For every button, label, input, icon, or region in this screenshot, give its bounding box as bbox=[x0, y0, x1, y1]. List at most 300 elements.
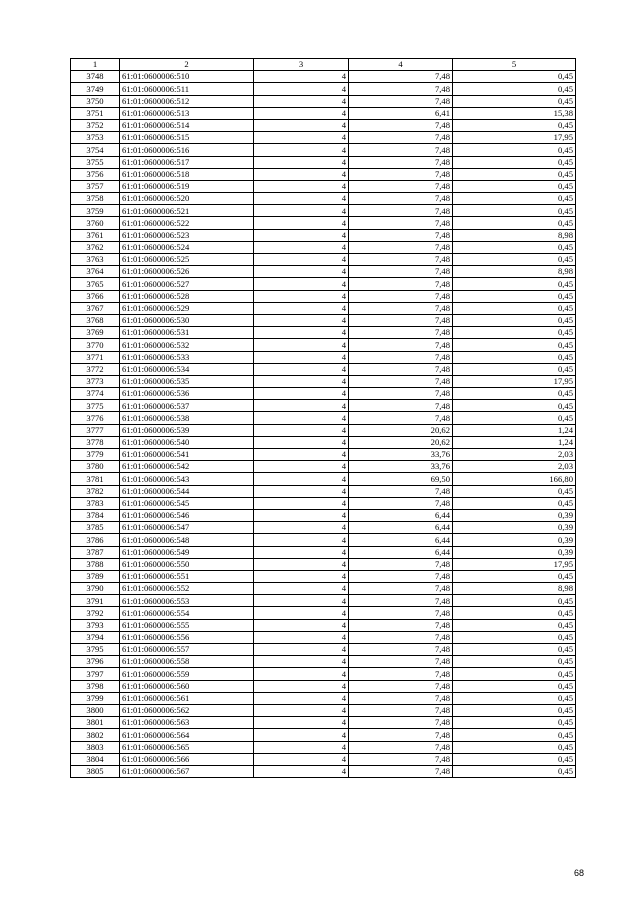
cell-col-2: 61:01:0600006:533 bbox=[120, 351, 254, 363]
cell-col-3: 4 bbox=[254, 717, 349, 729]
cell-col-1: 3773 bbox=[71, 375, 120, 387]
table-row bbox=[71, 119, 576, 131]
cell-col-4: 6,41 bbox=[349, 107, 453, 119]
cell-col-5: 0,45 bbox=[453, 314, 576, 326]
cell-col-3: 4 bbox=[254, 473, 349, 485]
cell-col-4: 7,48 bbox=[349, 656, 453, 668]
cell-col-1: 3761 bbox=[71, 229, 120, 241]
cell-col-3: 4 bbox=[254, 180, 349, 192]
cell-col-5: 0,45 bbox=[453, 765, 576, 777]
cell-col-2: 61:01:0600006:540 bbox=[120, 436, 254, 448]
cell-col-3: 4 bbox=[254, 656, 349, 668]
cell-col-5: 0,45 bbox=[453, 241, 576, 253]
table-row bbox=[71, 95, 576, 107]
cell-col-3: 4 bbox=[254, 558, 349, 570]
table-row bbox=[71, 729, 576, 741]
cell-col-4: 7,48 bbox=[349, 558, 453, 570]
cell-col-5: 0,45 bbox=[453, 497, 576, 509]
table-row bbox=[71, 339, 576, 351]
cell-col-1: 3784 bbox=[71, 509, 120, 521]
table-row bbox=[71, 497, 576, 509]
cell-col-5: 166,80 bbox=[453, 473, 576, 485]
table-row bbox=[71, 327, 576, 339]
table-row bbox=[71, 522, 576, 534]
table-header bbox=[71, 59, 576, 71]
cell-col-1: 3750 bbox=[71, 95, 120, 107]
cell-col-3: 4 bbox=[254, 168, 349, 180]
table-row bbox=[71, 680, 576, 692]
cell-col-4: 7,48 bbox=[349, 388, 453, 400]
page-number: 68 bbox=[573, 868, 584, 878]
cell-col-3: 4 bbox=[254, 254, 349, 266]
cell-col-4: 7,48 bbox=[349, 193, 453, 205]
cell-col-5: 0,45 bbox=[453, 168, 576, 180]
cell-col-2: 61:01:0600006:520 bbox=[120, 193, 254, 205]
cell-col-3: 4 bbox=[254, 680, 349, 692]
cell-col-5: 8,98 bbox=[453, 229, 576, 241]
cell-col-2: 61:01:0600006:562 bbox=[120, 704, 254, 716]
cell-col-4: 7,48 bbox=[349, 680, 453, 692]
column-header-3: 3 bbox=[254, 59, 349, 71]
cell-col-1: 3802 bbox=[71, 729, 120, 741]
cell-col-3: 4 bbox=[254, 241, 349, 253]
cell-col-2: 61:01:0600006:567 bbox=[120, 765, 254, 777]
table-row bbox=[71, 656, 576, 668]
cell-col-2: 61:01:0600006:555 bbox=[120, 619, 254, 631]
cell-col-1: 3798 bbox=[71, 680, 120, 692]
cell-col-1: 3767 bbox=[71, 302, 120, 314]
cell-col-2: 61:01:0600006:510 bbox=[120, 71, 254, 83]
table-row bbox=[71, 644, 576, 656]
table-row bbox=[71, 205, 576, 217]
cell-col-1: 3760 bbox=[71, 217, 120, 229]
cell-col-2: 61:01:0600006:516 bbox=[120, 144, 254, 156]
cell-col-5: 0,45 bbox=[453, 741, 576, 753]
cell-col-5: 0,45 bbox=[453, 193, 576, 205]
cell-col-2: 61:01:0600006:518 bbox=[120, 168, 254, 180]
cell-col-2: 61:01:0600006:515 bbox=[120, 132, 254, 144]
table-row bbox=[71, 717, 576, 729]
cell-col-1: 3769 bbox=[71, 327, 120, 339]
cell-col-3: 4 bbox=[254, 704, 349, 716]
table-row bbox=[71, 168, 576, 180]
cell-col-2: 61:01:0600006:539 bbox=[120, 424, 254, 436]
table-row bbox=[71, 631, 576, 643]
cell-col-2: 61:01:0600006:566 bbox=[120, 753, 254, 765]
cell-col-4: 7,48 bbox=[349, 314, 453, 326]
cell-col-5: 17,95 bbox=[453, 558, 576, 570]
cell-col-4: 7,48 bbox=[349, 668, 453, 680]
cell-col-2: 61:01:0600006:531 bbox=[120, 327, 254, 339]
cell-col-1: 3781 bbox=[71, 473, 120, 485]
table-row bbox=[71, 400, 576, 412]
cell-col-4: 7,48 bbox=[349, 180, 453, 192]
cell-col-1: 3778 bbox=[71, 436, 120, 448]
cell-col-3: 4 bbox=[254, 363, 349, 375]
table-row bbox=[71, 363, 576, 375]
cell-col-5: 0,45 bbox=[453, 607, 576, 619]
cell-col-4: 7,48 bbox=[349, 412, 453, 424]
cell-col-2: 61:01:0600006:552 bbox=[120, 583, 254, 595]
cell-col-3: 4 bbox=[254, 156, 349, 168]
cell-col-1: 3793 bbox=[71, 619, 120, 631]
cell-col-2: 61:01:0600006:538 bbox=[120, 412, 254, 424]
cell-col-4: 7,48 bbox=[349, 83, 453, 95]
cell-col-2: 61:01:0600006:513 bbox=[120, 107, 254, 119]
cell-col-5: 0,45 bbox=[453, 180, 576, 192]
cell-col-5: 0,45 bbox=[453, 595, 576, 607]
cell-col-5: 2,03 bbox=[453, 449, 576, 461]
cell-col-2: 61:01:0600006:541 bbox=[120, 449, 254, 461]
cell-col-3: 4 bbox=[254, 290, 349, 302]
cell-col-2: 61:01:0600006:512 bbox=[120, 95, 254, 107]
cell-col-5: 0,45 bbox=[453, 327, 576, 339]
cell-col-4: 20,62 bbox=[349, 424, 453, 436]
cell-col-5: 17,95 bbox=[453, 375, 576, 387]
cell-col-5: 0,45 bbox=[453, 290, 576, 302]
cell-col-3: 4 bbox=[254, 314, 349, 326]
cell-col-5: 0,45 bbox=[453, 339, 576, 351]
cell-col-3: 4 bbox=[254, 534, 349, 546]
cell-col-1: 3799 bbox=[71, 692, 120, 704]
cell-col-1: 3772 bbox=[71, 363, 120, 375]
cell-col-1: 3787 bbox=[71, 546, 120, 558]
cell-col-1: 3762 bbox=[71, 241, 120, 253]
cell-col-3: 4 bbox=[254, 339, 349, 351]
cell-col-5: 0,45 bbox=[453, 485, 576, 497]
cell-col-5: 0,45 bbox=[453, 644, 576, 656]
cell-col-2: 61:01:0600006:525 bbox=[120, 254, 254, 266]
table-row bbox=[71, 485, 576, 497]
cell-col-2: 61:01:0600006:519 bbox=[120, 180, 254, 192]
cell-col-1: 3766 bbox=[71, 290, 120, 302]
cell-col-4: 7,48 bbox=[349, 302, 453, 314]
cell-col-3: 4 bbox=[254, 607, 349, 619]
cell-col-4: 6,44 bbox=[349, 522, 453, 534]
table-row bbox=[71, 217, 576, 229]
table-row bbox=[71, 302, 576, 314]
cell-col-3: 4 bbox=[254, 765, 349, 777]
cell-col-1: 3757 bbox=[71, 180, 120, 192]
table-body bbox=[71, 71, 576, 778]
cell-col-4: 7,48 bbox=[349, 327, 453, 339]
cell-col-2: 61:01:0600006:551 bbox=[120, 570, 254, 582]
cell-col-5: 0,45 bbox=[453, 717, 576, 729]
cell-col-3: 4 bbox=[254, 266, 349, 278]
cell-col-1: 3777 bbox=[71, 424, 120, 436]
cell-col-1: 3783 bbox=[71, 497, 120, 509]
cell-col-3: 4 bbox=[254, 449, 349, 461]
cell-col-4: 7,48 bbox=[349, 71, 453, 83]
table-row bbox=[71, 254, 576, 266]
cell-col-1: 3795 bbox=[71, 644, 120, 656]
cell-col-3: 4 bbox=[254, 619, 349, 631]
cell-col-3: 4 bbox=[254, 144, 349, 156]
cell-col-3: 4 bbox=[254, 509, 349, 521]
cell-col-3: 4 bbox=[254, 119, 349, 131]
table-row bbox=[71, 570, 576, 582]
cell-col-1: 3771 bbox=[71, 351, 120, 363]
cell-col-5: 0,45 bbox=[453, 388, 576, 400]
cell-col-5: 0,45 bbox=[453, 729, 576, 741]
cell-col-5: 0,39 bbox=[453, 546, 576, 558]
cell-col-5: 0,45 bbox=[453, 656, 576, 668]
cell-col-2: 61:01:0600006:524 bbox=[120, 241, 254, 253]
cell-col-5: 0,45 bbox=[453, 156, 576, 168]
cell-col-2: 61:01:0600006:534 bbox=[120, 363, 254, 375]
cell-col-5: 0,45 bbox=[453, 95, 576, 107]
cell-col-4: 7,48 bbox=[349, 132, 453, 144]
cell-col-1: 3763 bbox=[71, 254, 120, 266]
cell-col-1: 3780 bbox=[71, 461, 120, 473]
cell-col-4: 33,76 bbox=[349, 449, 453, 461]
cell-col-4: 7,48 bbox=[349, 692, 453, 704]
cell-col-1: 3770 bbox=[71, 339, 120, 351]
cell-col-4: 7,48 bbox=[349, 619, 453, 631]
cell-col-5: 8,98 bbox=[453, 583, 576, 595]
column-header-5: 5 bbox=[453, 59, 576, 71]
table-row bbox=[71, 278, 576, 290]
cell-col-3: 4 bbox=[254, 95, 349, 107]
cell-col-5: 0,45 bbox=[453, 254, 576, 266]
cell-col-5: 17,95 bbox=[453, 132, 576, 144]
cell-col-2: 61:01:0600006:547 bbox=[120, 522, 254, 534]
cell-col-4: 6,44 bbox=[349, 534, 453, 546]
cell-col-1: 3789 bbox=[71, 570, 120, 582]
cell-col-1: 3782 bbox=[71, 485, 120, 497]
header-row bbox=[71, 59, 576, 71]
table-row bbox=[71, 351, 576, 363]
cell-col-2: 61:01:0600006:527 bbox=[120, 278, 254, 290]
cell-col-1: 3792 bbox=[71, 607, 120, 619]
cell-col-2: 61:01:0600006:532 bbox=[120, 339, 254, 351]
table-row bbox=[71, 449, 576, 461]
cell-col-1: 3768 bbox=[71, 314, 120, 326]
table-row bbox=[71, 107, 576, 119]
cell-col-4: 7,48 bbox=[349, 266, 453, 278]
table-row bbox=[71, 619, 576, 631]
cell-col-2: 61:01:0600006:548 bbox=[120, 534, 254, 546]
cell-col-5: 0,45 bbox=[453, 631, 576, 643]
cell-col-4: 7,48 bbox=[349, 95, 453, 107]
cell-col-3: 4 bbox=[254, 229, 349, 241]
cell-col-5: 0,45 bbox=[453, 217, 576, 229]
cell-col-1: 3758 bbox=[71, 193, 120, 205]
table-row bbox=[71, 546, 576, 558]
cell-col-5: 8,98 bbox=[453, 266, 576, 278]
cell-col-2: 61:01:0600006:544 bbox=[120, 485, 254, 497]
cadastral-table bbox=[70, 58, 576, 778]
cell-col-5: 0,45 bbox=[453, 144, 576, 156]
cell-col-3: 4 bbox=[254, 595, 349, 607]
cell-col-2: 61:01:0600006:565 bbox=[120, 741, 254, 753]
cell-col-5: 0,39 bbox=[453, 534, 576, 546]
cell-col-1: 3785 bbox=[71, 522, 120, 534]
cell-col-4: 7,48 bbox=[349, 351, 453, 363]
cell-col-5: 0,45 bbox=[453, 302, 576, 314]
cell-col-4: 7,48 bbox=[349, 254, 453, 266]
cell-col-4: 7,48 bbox=[349, 607, 453, 619]
cell-col-5: 0,39 bbox=[453, 522, 576, 534]
cell-col-5: 1,24 bbox=[453, 436, 576, 448]
table-row bbox=[71, 156, 576, 168]
cell-col-1: 3776 bbox=[71, 412, 120, 424]
cell-col-1: 3801 bbox=[71, 717, 120, 729]
cell-col-1: 3791 bbox=[71, 595, 120, 607]
cell-col-2: 61:01:0600006:523 bbox=[120, 229, 254, 241]
cell-col-2: 61:01:0600006:514 bbox=[120, 119, 254, 131]
cell-col-1: 3800 bbox=[71, 704, 120, 716]
cell-col-1: 3755 bbox=[71, 156, 120, 168]
cell-col-1: 3788 bbox=[71, 558, 120, 570]
table-row bbox=[71, 692, 576, 704]
cell-col-5: 0,45 bbox=[453, 680, 576, 692]
table-row bbox=[71, 241, 576, 253]
cell-col-4: 7,48 bbox=[349, 119, 453, 131]
cell-col-5: 0,45 bbox=[453, 619, 576, 631]
table-row bbox=[71, 424, 576, 436]
column-header-1: 1 bbox=[71, 59, 120, 71]
cell-col-1: 3796 bbox=[71, 656, 120, 668]
cell-col-1: 3805 bbox=[71, 765, 120, 777]
table-row bbox=[71, 558, 576, 570]
cell-col-4: 7,48 bbox=[349, 205, 453, 217]
cell-col-2: 61:01:0600006:560 bbox=[120, 680, 254, 692]
cell-col-2: 61:01:0600006:528 bbox=[120, 290, 254, 302]
table-row bbox=[71, 83, 576, 95]
cell-col-3: 4 bbox=[254, 497, 349, 509]
cell-col-4: 7,48 bbox=[349, 290, 453, 302]
cell-col-1: 3786 bbox=[71, 534, 120, 546]
table-row bbox=[71, 509, 576, 521]
cell-col-5: 15,38 bbox=[453, 107, 576, 119]
cell-col-5: 0,45 bbox=[453, 668, 576, 680]
cell-col-4: 7,48 bbox=[349, 375, 453, 387]
cell-col-2: 61:01:0600006:561 bbox=[120, 692, 254, 704]
cell-col-5: 0,45 bbox=[453, 71, 576, 83]
table-row bbox=[71, 753, 576, 765]
cell-col-1: 3779 bbox=[71, 449, 120, 461]
cell-col-1: 3803 bbox=[71, 741, 120, 753]
cell-col-1: 3775 bbox=[71, 400, 120, 412]
table-row bbox=[71, 193, 576, 205]
cell-col-3: 4 bbox=[254, 644, 349, 656]
cell-col-3: 4 bbox=[254, 729, 349, 741]
cell-col-3: 4 bbox=[254, 583, 349, 595]
cell-col-2: 61:01:0600006:521 bbox=[120, 205, 254, 217]
table-row bbox=[71, 180, 576, 192]
cell-col-1: 3751 bbox=[71, 107, 120, 119]
cell-col-5: 0,45 bbox=[453, 412, 576, 424]
cell-col-3: 4 bbox=[254, 193, 349, 205]
cell-col-5: 2,03 bbox=[453, 461, 576, 473]
cell-col-3: 4 bbox=[254, 631, 349, 643]
table-row bbox=[71, 290, 576, 302]
cell-col-4: 7,48 bbox=[349, 497, 453, 509]
table-row bbox=[71, 741, 576, 753]
cell-col-2: 61:01:0600006:522 bbox=[120, 217, 254, 229]
cell-col-1: 3790 bbox=[71, 583, 120, 595]
cell-col-4: 7,48 bbox=[349, 168, 453, 180]
cell-col-3: 4 bbox=[254, 400, 349, 412]
cell-col-3: 4 bbox=[254, 375, 349, 387]
table-row bbox=[71, 144, 576, 156]
cell-col-4: 7,48 bbox=[349, 570, 453, 582]
table-row bbox=[71, 375, 576, 387]
cell-col-2: 61:01:0600006:557 bbox=[120, 644, 254, 656]
cell-col-2: 61:01:0600006:536 bbox=[120, 388, 254, 400]
cell-col-5: 0,45 bbox=[453, 278, 576, 290]
cell-col-4: 69,50 bbox=[349, 473, 453, 485]
cell-col-3: 4 bbox=[254, 412, 349, 424]
table-row bbox=[71, 266, 576, 278]
table-row bbox=[71, 132, 576, 144]
cell-col-2: 61:01:0600006:563 bbox=[120, 717, 254, 729]
cell-col-2: 61:01:0600006:526 bbox=[120, 266, 254, 278]
cell-col-4: 7,48 bbox=[349, 363, 453, 375]
cell-col-2: 61:01:0600006:546 bbox=[120, 509, 254, 521]
cell-col-3: 4 bbox=[254, 546, 349, 558]
cell-col-5: 0,45 bbox=[453, 570, 576, 582]
cell-col-2: 61:01:0600006:545 bbox=[120, 497, 254, 509]
cell-col-1: 3753 bbox=[71, 132, 120, 144]
cell-col-4: 33,76 bbox=[349, 461, 453, 473]
column-header-2: 2 bbox=[120, 59, 254, 71]
cell-col-4: 7,48 bbox=[349, 595, 453, 607]
cell-col-2: 61:01:0600006:529 bbox=[120, 302, 254, 314]
column-header-4: 4 bbox=[349, 59, 453, 71]
cell-col-4: 7,48 bbox=[349, 631, 453, 643]
cell-col-1: 3748 bbox=[71, 71, 120, 83]
cell-col-4: 7,48 bbox=[349, 278, 453, 290]
cell-col-1: 3749 bbox=[71, 83, 120, 95]
cell-col-1: 3774 bbox=[71, 388, 120, 400]
cell-col-1: 3759 bbox=[71, 205, 120, 217]
table-row bbox=[71, 314, 576, 326]
cell-col-3: 4 bbox=[254, 388, 349, 400]
cell-col-4: 7,48 bbox=[349, 241, 453, 253]
cell-col-2: 61:01:0600006:511 bbox=[120, 83, 254, 95]
cell-col-3: 4 bbox=[254, 351, 349, 363]
cell-col-3: 4 bbox=[254, 485, 349, 497]
cell-col-4: 7,48 bbox=[349, 156, 453, 168]
table-row bbox=[71, 595, 576, 607]
cell-col-3: 4 bbox=[254, 205, 349, 217]
table-row bbox=[71, 583, 576, 595]
cell-col-5: 0,45 bbox=[453, 351, 576, 363]
cell-col-4: 7,48 bbox=[349, 741, 453, 753]
cell-col-2: 61:01:0600006:543 bbox=[120, 473, 254, 485]
cell-col-3: 4 bbox=[254, 692, 349, 704]
cell-col-3: 4 bbox=[254, 436, 349, 448]
cell-col-5: 0,45 bbox=[453, 205, 576, 217]
table-row bbox=[71, 668, 576, 680]
cell-col-5: 0,39 bbox=[453, 509, 576, 521]
table-row bbox=[71, 534, 576, 546]
cell-col-3: 4 bbox=[254, 668, 349, 680]
cell-col-2: 61:01:0600006:549 bbox=[120, 546, 254, 558]
cell-col-4: 7,48 bbox=[349, 717, 453, 729]
cell-col-4: 20,62 bbox=[349, 436, 453, 448]
cell-col-2: 61:01:0600006:530 bbox=[120, 314, 254, 326]
cell-col-3: 4 bbox=[254, 461, 349, 473]
cell-col-1: 3804 bbox=[71, 753, 120, 765]
cell-col-2: 61:01:0600006:556 bbox=[120, 631, 254, 643]
table-row bbox=[71, 461, 576, 473]
cell-col-5: 0,45 bbox=[453, 753, 576, 765]
cell-col-2: 61:01:0600006:517 bbox=[120, 156, 254, 168]
table-row bbox=[71, 607, 576, 619]
